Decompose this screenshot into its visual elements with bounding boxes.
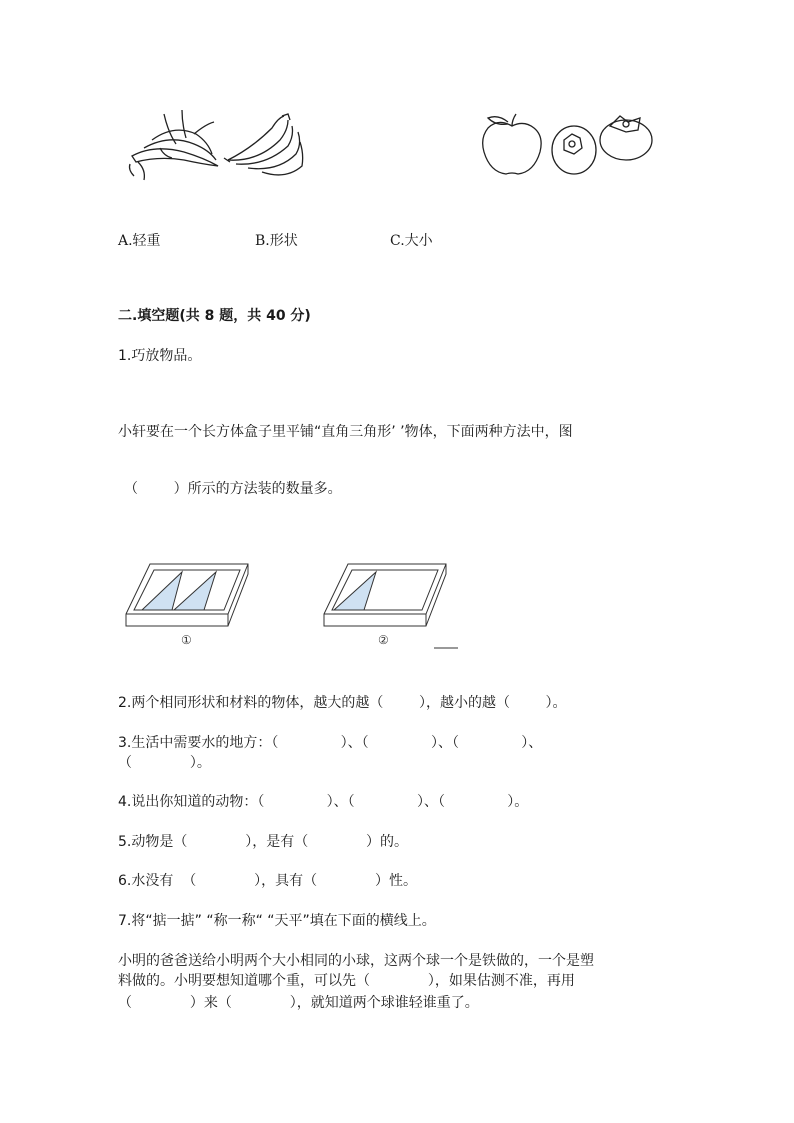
question-5: 5.动物是（ ），是有（ ）的。: [118, 834, 409, 850]
question-7-line3: （ ）来（ ），就知道两个球谁轻谁重了。: [118, 995, 479, 1011]
question-7-title: 7.将“掂一掂” “称一称“ “天平”填在下面的横线上。: [118, 913, 436, 929]
bananas-illustration: [222, 110, 304, 182]
question-3-line2: （ ）。: [118, 755, 211, 771]
box-figure-2: [322, 560, 460, 650]
question-1-text-line2: （ ）所示的方法装的数量多。: [124, 481, 342, 497]
peppers-illustration: [124, 104, 224, 184]
apple-illustration: [478, 112, 546, 178]
option-b[interactable]: B.形状: [255, 233, 298, 249]
figure-2-label: ②: [378, 633, 389, 647]
option-c[interactable]: C.大小: [390, 233, 433, 249]
question-4: 4.说出你知道的动物：（ ）、（ ）、（ ）。: [118, 794, 529, 810]
question-6: 6.水没有 （ ），具有（ ）性。: [118, 873, 417, 889]
box-figure-1: [124, 560, 254, 632]
question-7-line2: 料做的。小明要想知道哪个重，可以先（ ），如果估测不准，再用: [118, 973, 575, 989]
option-a[interactable]: A.轻重: [118, 233, 161, 249]
question-2: 2.两个相同形状和材料的物体，越大的越（ ），越小的越（ ）。: [118, 695, 567, 711]
question-1-text-line1: 小轩要在一个长方体盒子里平铺“直角三角形’ ’物体，下面两种方法中，图: [118, 424, 573, 440]
figure-1-label: ①: [181, 633, 192, 647]
question-1-title: 1.巧放物品。: [118, 348, 202, 364]
question-7-line1: 小明的爸爸送给小明两个大小相同的小球，这两个球一个是铁做的，一个是塑: [118, 953, 594, 969]
persimmons-illustration: [550, 110, 654, 180]
section-heading: 二.填空题(共 8 题，共 40 分): [118, 308, 311, 324]
question-3-line1: 3.生活中需要水的地方：（ ）、（ ）、（ ）、: [118, 735, 543, 751]
